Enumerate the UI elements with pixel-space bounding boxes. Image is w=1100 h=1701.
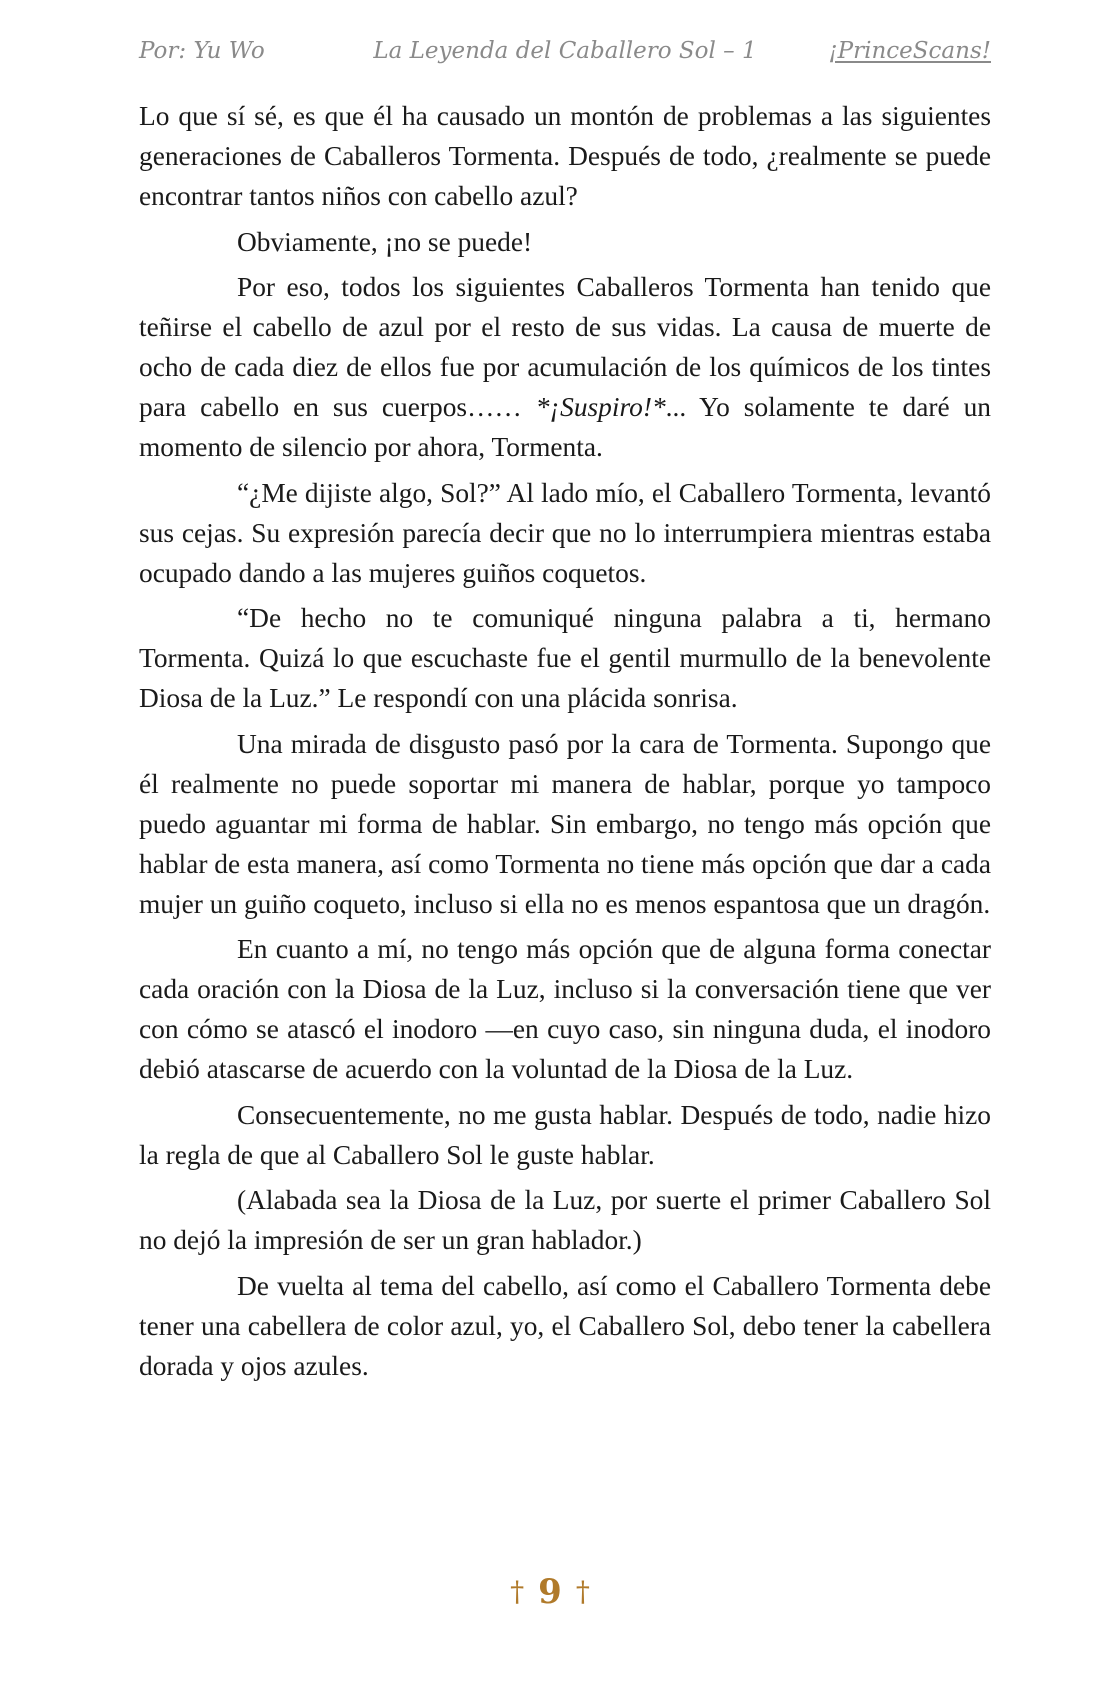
paragraph-3	[139, 267, 991, 467]
paragraph-9: (Alabada sea la Diosa de la Luz, por suerte el primer Caballero Sol no dejó la impresión de ser un gran hablador.)	[139, 1185, 991, 1255]
page-header	[139, 38, 991, 78]
paragraph-3-continuation: ... Yo solamente te daré un momento de silencio por ahora, Tormenta.	[139, 392, 991, 462]
paragraph-4: “¿Me dijiste algo, Sol?” Al lado mío, el Caballero Tormenta, levantó sus cejas. Su expresión parecía decir que no lo interrumpiera mientras estaba ocupado dando a las mujeres guiños coquetos.	[139, 477, 991, 588]
paragraph-3-text: Por eso, todos los siguientes Caballeros Tormenta han tenido que teñirse el cabello de azul por el resto de sus vidas. La causa de muerte de ocho de cada diez de ellos fue por acumulación de los químicos de los tintes para cabello en sus cuerpos……	[139, 272, 991, 422]
dagger-ornament-icon: †	[575, 1575, 590, 1608]
paragraph-6: Una mirada de disgusto pasó por la cara de Tormenta. Supongo que él realmente no puede soportar mi manera de hablar, porque yo tampoco puedo aguantar mi forma de hablar. Sin embargo, no tengo más opción que hablar de esta manera, así como Tormenta no tiene más opción que dar a cada mujer un guiño coqueto, incluso si ella no es menos espantosa que un dragón.	[139, 728, 991, 919]
paragraph-8: Consecuentemente, no me gusta hablar. Después de todo, nadie hizo la regla de que al Caballero Sol le guste hablar.	[139, 1099, 991, 1170]
paragraph-1: Lo que sí sé, es que él ha causado un montón de problemas a las siguientes generaciones de Caballeros Tormenta. Después de todo, ¿realmente se puede encontrar tantos niños con cabello azul?	[139, 101, 991, 211]
paragraph-5: “De hecho no te comuniqué ninguna palabra a ti, hermano Tormenta. Quizá lo que escuchaste fue el gentil murmullo de la benevolente Diosa de la Luz.” Le respondí con una plácida sonrisa.	[139, 603, 991, 713]
header-group-link[interactable]: ¡PrinceScans!	[828, 38, 991, 64]
dagger-ornament-icon: †	[510, 1575, 525, 1608]
sigh-emphasis: *¡Suspiro!*	[535, 392, 666, 422]
paragraph-7: En cuanto a mí, no tengo más opción que de alguna forma conectar cada oración con la Diosa de la Luz, incluso si la conversación tiene que ver con cómo se atascó el inodoro —en cuyo caso, sin ninguna duda, el inodoro debió atascarse de acuerdo con la voluntad de la Diosa de la Luz.	[139, 934, 991, 1084]
paragraph-10: De vuelta al tema del cabello, así como el Caballero Tormenta debe tener una cabellera de color azul, yo, el Caballero Sol, debo tener la cabellera dorada y ojos azules.	[139, 1270, 991, 1381]
header-author: Por: Yu Wo	[139, 38, 265, 64]
paragraph-2: Obviamente, ¡no se puede!	[237, 226, 533, 257]
page-footer	[0, 1572, 1100, 1612]
page-body	[139, 96, 991, 1391]
header-book-title: La Leyenda del Caballero Sol – 1	[373, 38, 757, 64]
page-number: 9	[538, 1572, 562, 1612]
